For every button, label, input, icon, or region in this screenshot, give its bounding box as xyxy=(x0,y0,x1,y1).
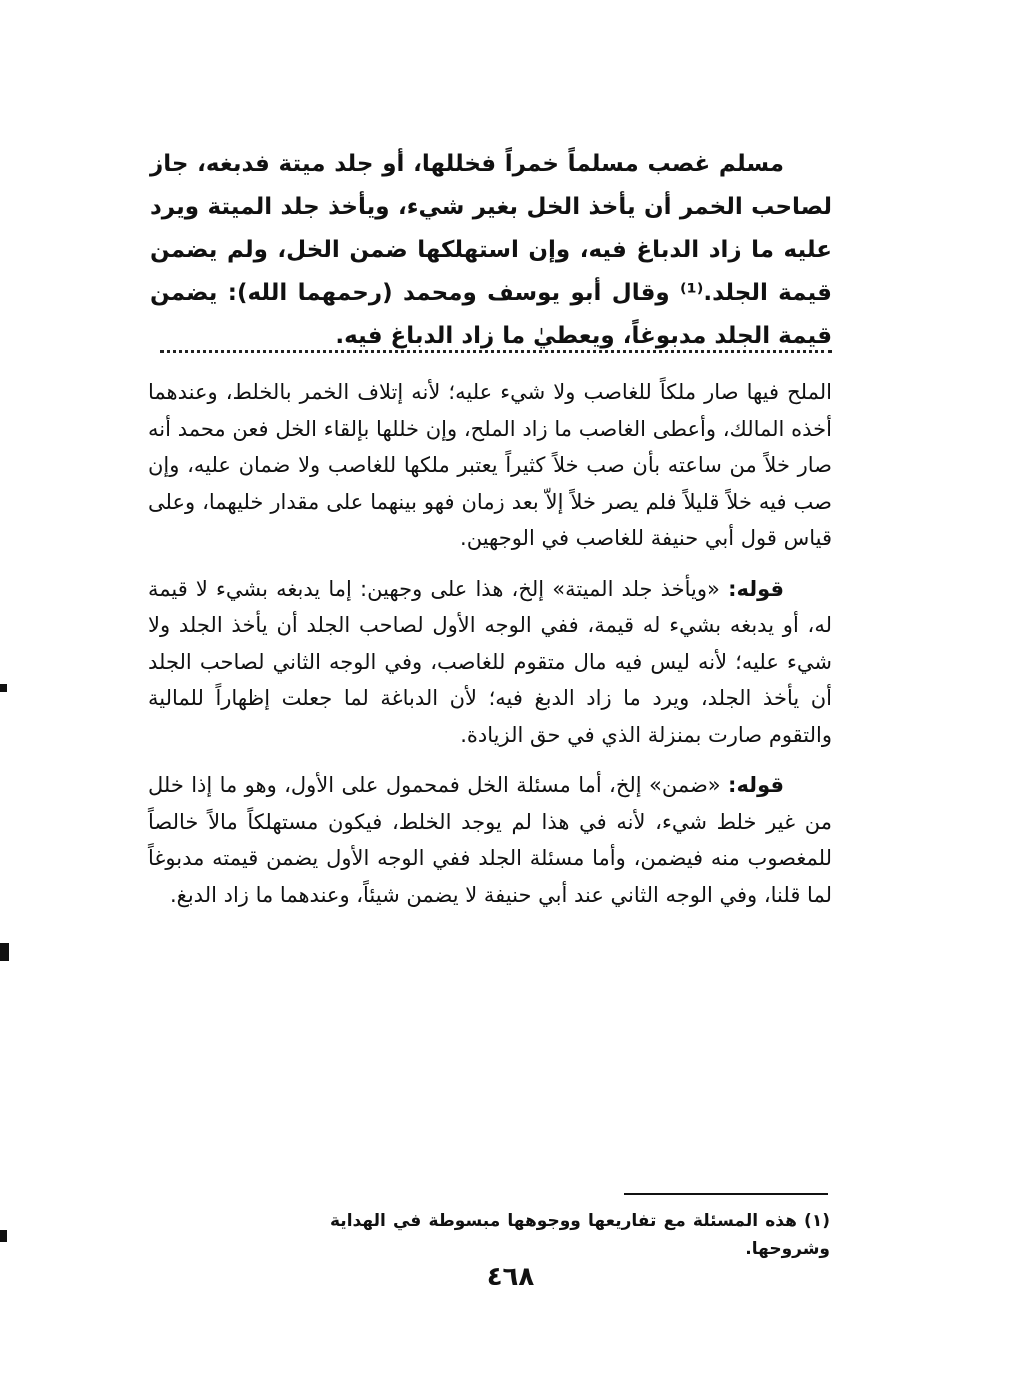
commentary-block xyxy=(148,374,832,927)
commentary-paragraph-3-lead: قوله: xyxy=(728,773,784,797)
main-text-paragraph: مسلم غصب مسلماً خمراً فخللها، أو جلد ميتة فدبغه، جاز لصاحب الخمر أن يأخذ الخل بغير شيء، ويأخذ جلد الميتة ويرد عليه ما زاد الدباغ فيه، وإن استهلكها ضمن الخل، ولم يضمن قيمة الجلد.⁽¹⁾ وقال أبو يوسف ومحمد (رحمهما الله): يضمن قيمة الجلد مدبوغاً، ويعطيٰ ما زاد الدباغ فيه. xyxy=(150,151,832,349)
commentary-paragraph-2-body: «ويأخذ جلد الميتة» إلخ، هذا على وجهين: إما يدبغه بشيء لا قيمة له، أو يدبغه بشيء له قيمة، ففي الوجه الأول لصاحب الجلد أن يأخذ الجلد ولا شيء عليه؛ لأنه ليس فيه مال متقوم للغاصب، وفي الوجه الثاني لصاحب الجلد أن يأخذ الجلد، ويرد ما زاد الدبغ فيه؛ لأن الدباغة لما جعلت إظهاراً للمالية والتقوم صارت بمنزلة الذي في حق الزيادة. xyxy=(148,576,832,747)
commentary-paragraph-2-lead: قوله: xyxy=(728,576,784,601)
commentary-paragraph-1: الملح فيها صار ملكاً للغاصب ولا شيء عليه؛ لأنه إتلاف الخمر بالخلط، وعندهما أخذه المالك، وأعطى الغاصب ما زاد الملح، وإن خللها بإلقاء الخل فعن محمد أنه صار خلاً من ساعته بأن صب خلاً كثيراً يعتبر ملكها للغاصب ولا ضمان عليه، وإن صب فيه خلاً قليلاً فلم يصر خلاً إلاّ بعد زمان فهو بينهما على مقدار خليهما، وعلى قياس قول أبي حنيفة للغاصب في الوجهين. xyxy=(148,380,832,550)
scan-edge-mark xyxy=(0,943,9,961)
dotted-separator xyxy=(160,350,832,353)
scan-edge-mark xyxy=(0,1230,7,1242)
footnote-text: (١) هذه المسئلة مع تفاريعها ووجوهها مبسوطة في الهداية وشروحها. xyxy=(330,1211,830,1259)
commentary-paragraph-3 xyxy=(148,767,832,913)
footnote-rule xyxy=(624,1193,828,1195)
commentary-paragraph-3-body: «ضمن» إلخ، أما مسئلة الخل فمحمول على الأول، وهو ما إذا خلل من غير خلط شيء، لأنه في هذا لم يوجد الخلط، فيكون مستهلكاً مالاً خالصاً للمغصوب منه فيضمن، وأما مسئلة الجلد ففي الوجه الأول يضمن قيمته مدبوغاً لما قلنا، وفي الوجه الثاني عند أبي حنيفة لا يضمن شيئاً، وعندهما ما زاد الدبغ. xyxy=(148,773,832,907)
footnote xyxy=(330,1207,830,1263)
scan-edge-mark xyxy=(0,684,7,692)
page-number: ٤٦٨ xyxy=(486,1262,535,1292)
commentary-paragraph-2 xyxy=(148,571,832,754)
main-text-block xyxy=(150,143,832,358)
